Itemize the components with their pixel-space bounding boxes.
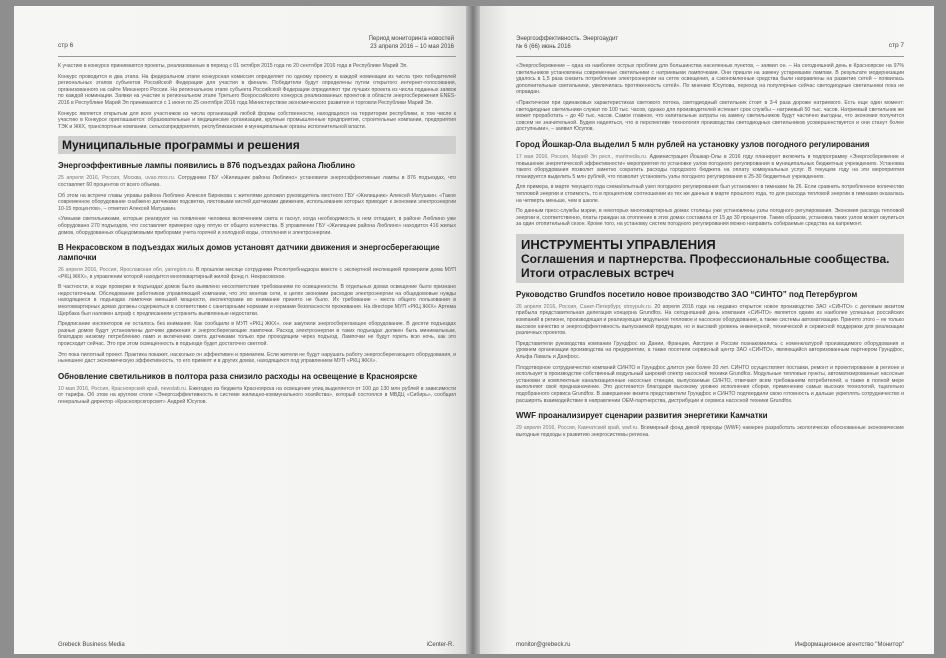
article-krasnoyarsk [58, 372, 456, 406]
paragraph-text: 20 апреля 2016 года на недавно открытое новое производство ЗАО «СИНТО» с деловым визитом прибыла представительная делегация концерна Grundfos. На сегодняшний день компания «СИНТО» является одним из наиболее успешных российских компаний в регионе, производящая и реализующая модульное тепловое и насосное оборудование, а также системы автоматизации. Принято этого – не только высокое качество и энергоэффективность выпускаемой продукции, но и высокий уровень инженерной, технической и сервисной поддержки для реализации различных проектов. [516, 303, 905, 337]
paragraph [516, 154, 904, 180]
left-publication-info [369, 35, 454, 51]
article-title: Обновление светильников в полтора раза снизило расходы на освещение в Красноярске [58, 371, 418, 381]
right-page-header [516, 34, 904, 54]
article-title: WWF проанализирует сценарии развития энергетики Камчатки [516, 411, 768, 421]
article-meta: 17 мая 2016, Россия, Марий Эл респ., marimedia.ru. [516, 153, 648, 160]
section-title-management [516, 234, 904, 283]
right-page-number: стр 7 [888, 42, 904, 49]
article-meta: 10 мая 2016, Россия, Красноярский край, newslab.ru. [58, 385, 188, 392]
right-footer-email: monitor@grebeck.ru [516, 642, 571, 648]
article-title: Город Йошкар-Ола выделил 5 млн рублей на установку узлов погодного регулирования [516, 139, 870, 149]
article-lublino [58, 161, 456, 236]
right-pub-line-1: Энергоэффективность. Энергоаудит [516, 36, 619, 42]
paragraph [58, 175, 456, 188]
paragraph [58, 267, 456, 280]
right-publication-info [516, 35, 618, 51]
paragraph: К участию в конкурсе принимаются проекты, реализованные в период с 01 октября 2015 года по 20 сентября 2016 года в Республике Марий Эл. [58, 63, 408, 69]
article-wwf [516, 411, 904, 438]
paragraph: В частности, в ходе проверки в подъездах домов было выявлено несоответствие требованиям по освещенности. В отдельных домах освещение было признано недостаточным. Обследование работников управляющей компании, что это монтаж сети, в целях экономии расходов электроэнергии на общедомовые нужды находящиеся в подъездах лампочки меньшей мощности, инспекторами во внимание принято не было. Их требование – места общего пользования в многоквартирных домах должны содержаться в соответствии с санитарными нормами и нормами безопасности проживания. На directoрe МУП «РКЦ ЖКХ» Артема Щербака был наложен штраф с предписанием устранить выявленные недостатки. [58, 284, 456, 317]
paragraph-text: В прошлом месяце сотрудники Роспотребнадзора вместе с экспертной инспекцией проверили дома МУП «РКЦ ЖКХ», в управлении которой находится многоквартирный жилой фонд п. Некрасовское. [58, 267, 456, 280]
article-meta: 29 апреля 2016, Россия, Камчатский край, wwf.ru. [516, 425, 639, 432]
paragraph-text: Ежегодно из бюджета Красноярска на освещение улиц выделяется от 100 до 130 млн рублей в зависимости от тарифа. Об этом на круглом столе «Энергоэффективность в системе жилищно-коммунального хозяйства», который состоялся в МВДЦ «Сибирь», сообщил генеральный директор «Красноярскгорсвет» Андрей Юсупов. [58, 385, 456, 405]
paragraph: Об этом на встрече главы управы района Люблино Алексея Бирюкова с жителями доложил руководитель местного ГБУ «Жилищник» Алексей Матушкин. «Такое современное оборудование снабжено датчиками подсветки, листовыми кистей датчиками движения, использование которых приводит к экономии электроэнергии 10-15 процентов», – отметил Алексей Матушкин. [58, 192, 456, 212]
right-pub-line-2: № 6 (66) июнь 2016 [516, 44, 571, 50]
paragraph-text: Всемирный фонд дикой природы (WWF) намерен разработать экологически обоснованные экономические выгодные подходы к развитию энергосистемы региона. [516, 425, 904, 438]
right-header-rule [516, 56, 904, 57]
right-intro [516, 63, 904, 133]
article-title: В Некрасовском в подъездах жилых домов установят датчики движения и энергосберегающие лампочки [58, 243, 440, 263]
section-title-municipal: Муниципальные программы и решения [58, 136, 456, 154]
paragraph: «Энергосбережение – одна из наиболее острых проблем для большинства населенных пунктов, – заявил он. – На сегодняшний день в Красноярске на 97% светильников установлены современные светильники с натриевыми лампочками. Они пришли на замену устаревшим лампам. В результате модернизации удалось в 1,5 раза снизить потребление электроэнергии на сетях освещения, а сэкономленные средства были направлены на развитие сетей – появилась дополнительные светильники, увеличилась протяженность сетей». По мнению Юсупова, переход на популярные сейчас светодиодные светильники пока не оправдан. [516, 63, 904, 96]
paragraph-text: Сотрудники ГБУ «Жилищник района Люблино» установили энергоэффективные лампы в 876 подъездах, что составляет 60 процентов от всего объема. [58, 175, 456, 188]
paragraph-text: Администрация Йошкар-Олы в 2016 году планирует включить в подпрограмму «Энергосбережение и повышение энергетической эффективности» мероприятия по установке узлов погодного регулирования в муниципальных бюджетных учреждениях. Установка такого оборудования позволит заметно сократить расходы городского бюджета на оплату коммунальных услуг. В текущем году на эти мероприятия планируется выделить 5 млн рублей, что позволит установить узлы погодного регулирования в 25-30 бюджетных учреждениях. [516, 153, 904, 180]
article-title: Энергоэффективные лампы появились в 876 подъездах района Люблино [58, 161, 355, 171]
book-spine [466, 6, 480, 654]
left-footer-publisher: Grebeck Business Media [58, 642, 125, 648]
section-subtitle: Соглашения и партнерства. Профессиональные сообщества. Итоги отраслевых встреч [521, 251, 890, 280]
article-meta: 26 апреля 2016, Россия, Санкт-Петербург, stroypuls.ru. [516, 303, 653, 310]
article-meta: 25 апреля 2016, Россия, Москва, uvao.mos.ru. [58, 175, 176, 182]
paragraph: Плодотворное сотрудничество компаний СИНТО и Грундфос длится уже более 20 лет. СИНТО осуществляет поставки, ремонт и проектирование в регионе и использует в производстве собственный модульный широкий спектр насосной техники Grundfos. Модульные тепловые пункты, автоматизированные насосные установки и комплектные канализационные насосные станции, выпускаемые СИНТО, отвечают всем требованиям потребителей, а также в полной мере выполняют своё предназначение. Это достигается благодаря высокому уровню исполнения сборки, применению самых высоких технологий, тщательно подобранного сервиса Grundfos. В завершение визита представители Грундфос и СИНТО подтвердили свою готовность и дальше укреплять сотрудничество и расширять взаимодействие в направлении ОЕМ-партнерства, дистрибуции и сервиса насосной техники Grundfos. [516, 364, 904, 404]
right-page [476, 6, 934, 654]
paragraph: Это пока пилотный проект. Практика покажет, насколько он эффективен и приемлем. Если жители не будут нарушать работу энергосберегающего оборудования, и нынешнее даст экономическую эффективность, то его примеят и в других домах, находящихся под управлением МУП «РКЦ ЖКХ». [58, 351, 456, 365]
paragraph [58, 386, 456, 406]
paragraph [516, 304, 904, 337]
paragraph: Конкурс является открытым для всех участников из числа организаций любой формы собственности, находящихся на территории республики, в том числе к участию в Конкурсе приглашаются: образовательные и медицинские организации, крупные промышленные предприятия, строительные компании, предприятия ТЭК и ЖКХ, транспортные компании, сельхозпредприятия, республиканские и муниципальные органы исполнительной власти. [58, 110, 456, 130]
paragraph: «Умными светильниками, которые реагируют на появление человека включением света и гаснут, когда необходимость в нем отпадает, в районе Люблино уже оборудовано 270 подъездов, что составляет примерно одну пятую от общего количества. В управлении ГБУ «Жилищник района Люблино» находится 416 жилых домов, оборудованных общедомовыми приборами учета горячей и холодной воды, отопления и электроэнергии. [58, 216, 456, 236]
magazine-spread [14, 6, 934, 654]
section-title-text: ИНСТРУМЕНТЫ УПРАВЛЕНИЯ [521, 236, 716, 252]
paragraph [516, 425, 904, 438]
paragraph: «Практически при одинаковых характеристиках светового потока, светодиодный светильник стоит в 3-4 раза дороже натриевого. Есть еще один момент: светодиодные светильники служат по 100 тыс. часов, однако для производителей истекает срок службы – натриевый 50 тыс. часов. Натриевый светильник же может проработать – до 40 тыс. часов. Самое главное, что капитальные затраты на замену светильников будут частично выгодны, что экономия получится совсем не значительной. Будем надеяться, что в перспективе технология производства светодиодных светильников усовершенствуется и они станут более доступными», – заявил Юсупов. [516, 99, 904, 133]
left-page [14, 6, 470, 654]
left-header-rule [58, 56, 456, 57]
paragraph: Для примера, в марте текущего года схема/опытный узел погодного регулирования был установлен в гимназии № 26. Если сравнить потребленное количество тепловой энергии и стоимость, то в процентном соотношении из тех же данных в марте прошлого года, то для расхода тепловой энергии в гимназии оказалась на четверть меньше, чем в школе. [516, 184, 904, 204]
article-grundfos [516, 290, 904, 404]
right-footer-agency: Информационное агентство "Монитор" [794, 642, 904, 648]
left-pub-line-2: 23 апреля 2016 – 10 мая 2016 [370, 44, 454, 50]
paragraph: По данным пресс-службы мэрии, в некоторых многоквартирных домах столицы уже установлены узлы погодного регулирования. Экономия расхода тепловой энергии и, соответственно, платы граждан за отопление в этих домах составила от 15 до 30 процентов. Таким образом, установка таких узлов может окупиться за один отопительный сезон. Кроме того, на установку систем погодного регулирования можно направить собираемые средства на капремонт. [516, 208, 904, 228]
paragraph: Предписание инспекторов не осталось без внимания. Как сообщили в МУП «РКЦ ЖКХ», они закупили энергосберегающее оборудование. В десяти подъездах разных домов будут установлены датчики движения и энергосберегающие лампочки. Расход электроэнергии в таких подъездах должен быть минимальным, благодаря низкому потреблению ламп и включению света датчиками только при проходящем через подъезд. Лампочки не будут гореть всю ночь, как это происходит сейчас. Это при этом освещенность в подъезде будет достаточно светлой. [58, 321, 456, 348]
left-page-number: стр 6 [58, 42, 74, 49]
paragraph: Представители руководства компании Грундфос из Дании, Франции, Австрии и России познакомились с номенклатурой производимого оборудования и уровнем организации производства на предприятии, а также посетили сервисный центр ЗАО «СИНТО», являющийся авторизованным партнером Грундфос, Альфа Лаваль и Данфосс. [516, 340, 904, 361]
article-meta: 26 апреля 2016, Россия, Ярославская обл, yarregion.ru. [58, 267, 195, 274]
article-nekrasovskoe [58, 243, 456, 365]
article-yoshkar-ola [516, 140, 904, 228]
article-title: Руководство Grundfos посетило новое производство ЗАО “СИНТО” под Петербургом [516, 289, 858, 299]
left-intro [58, 63, 456, 130]
paragraph: Конкурс проводится в два этапа. На федеральном этапе конкурсная комиссия определяет по одному проекту в каждой номинации из числа трех победителей региональных этапов субъектов Российской Федерации для участия в финале. Победители будут определены путем открытого интернет-голосования, организованного на сайте Минэнерго России. На региональном этапе субъекта Российской Федерации определяют три лучших проекта из числа поданных заявок по каждой номинации. Заявки на участие в региональном этапе Третьего Всероссийского конкурса реализованных проектов в области энергосбережения ENES-2016 в Республике Марий Эл принимаются с 1 июня по 25 сентября 2016 года Министерством экономического развития и торговли Республики Марий Эл. [58, 73, 456, 106]
left-footer-partner: iCenter-R. [426, 642, 454, 648]
left-pub-line-1: Период мониторинга новостей [368, 36, 454, 42]
left-page-header [58, 34, 456, 54]
